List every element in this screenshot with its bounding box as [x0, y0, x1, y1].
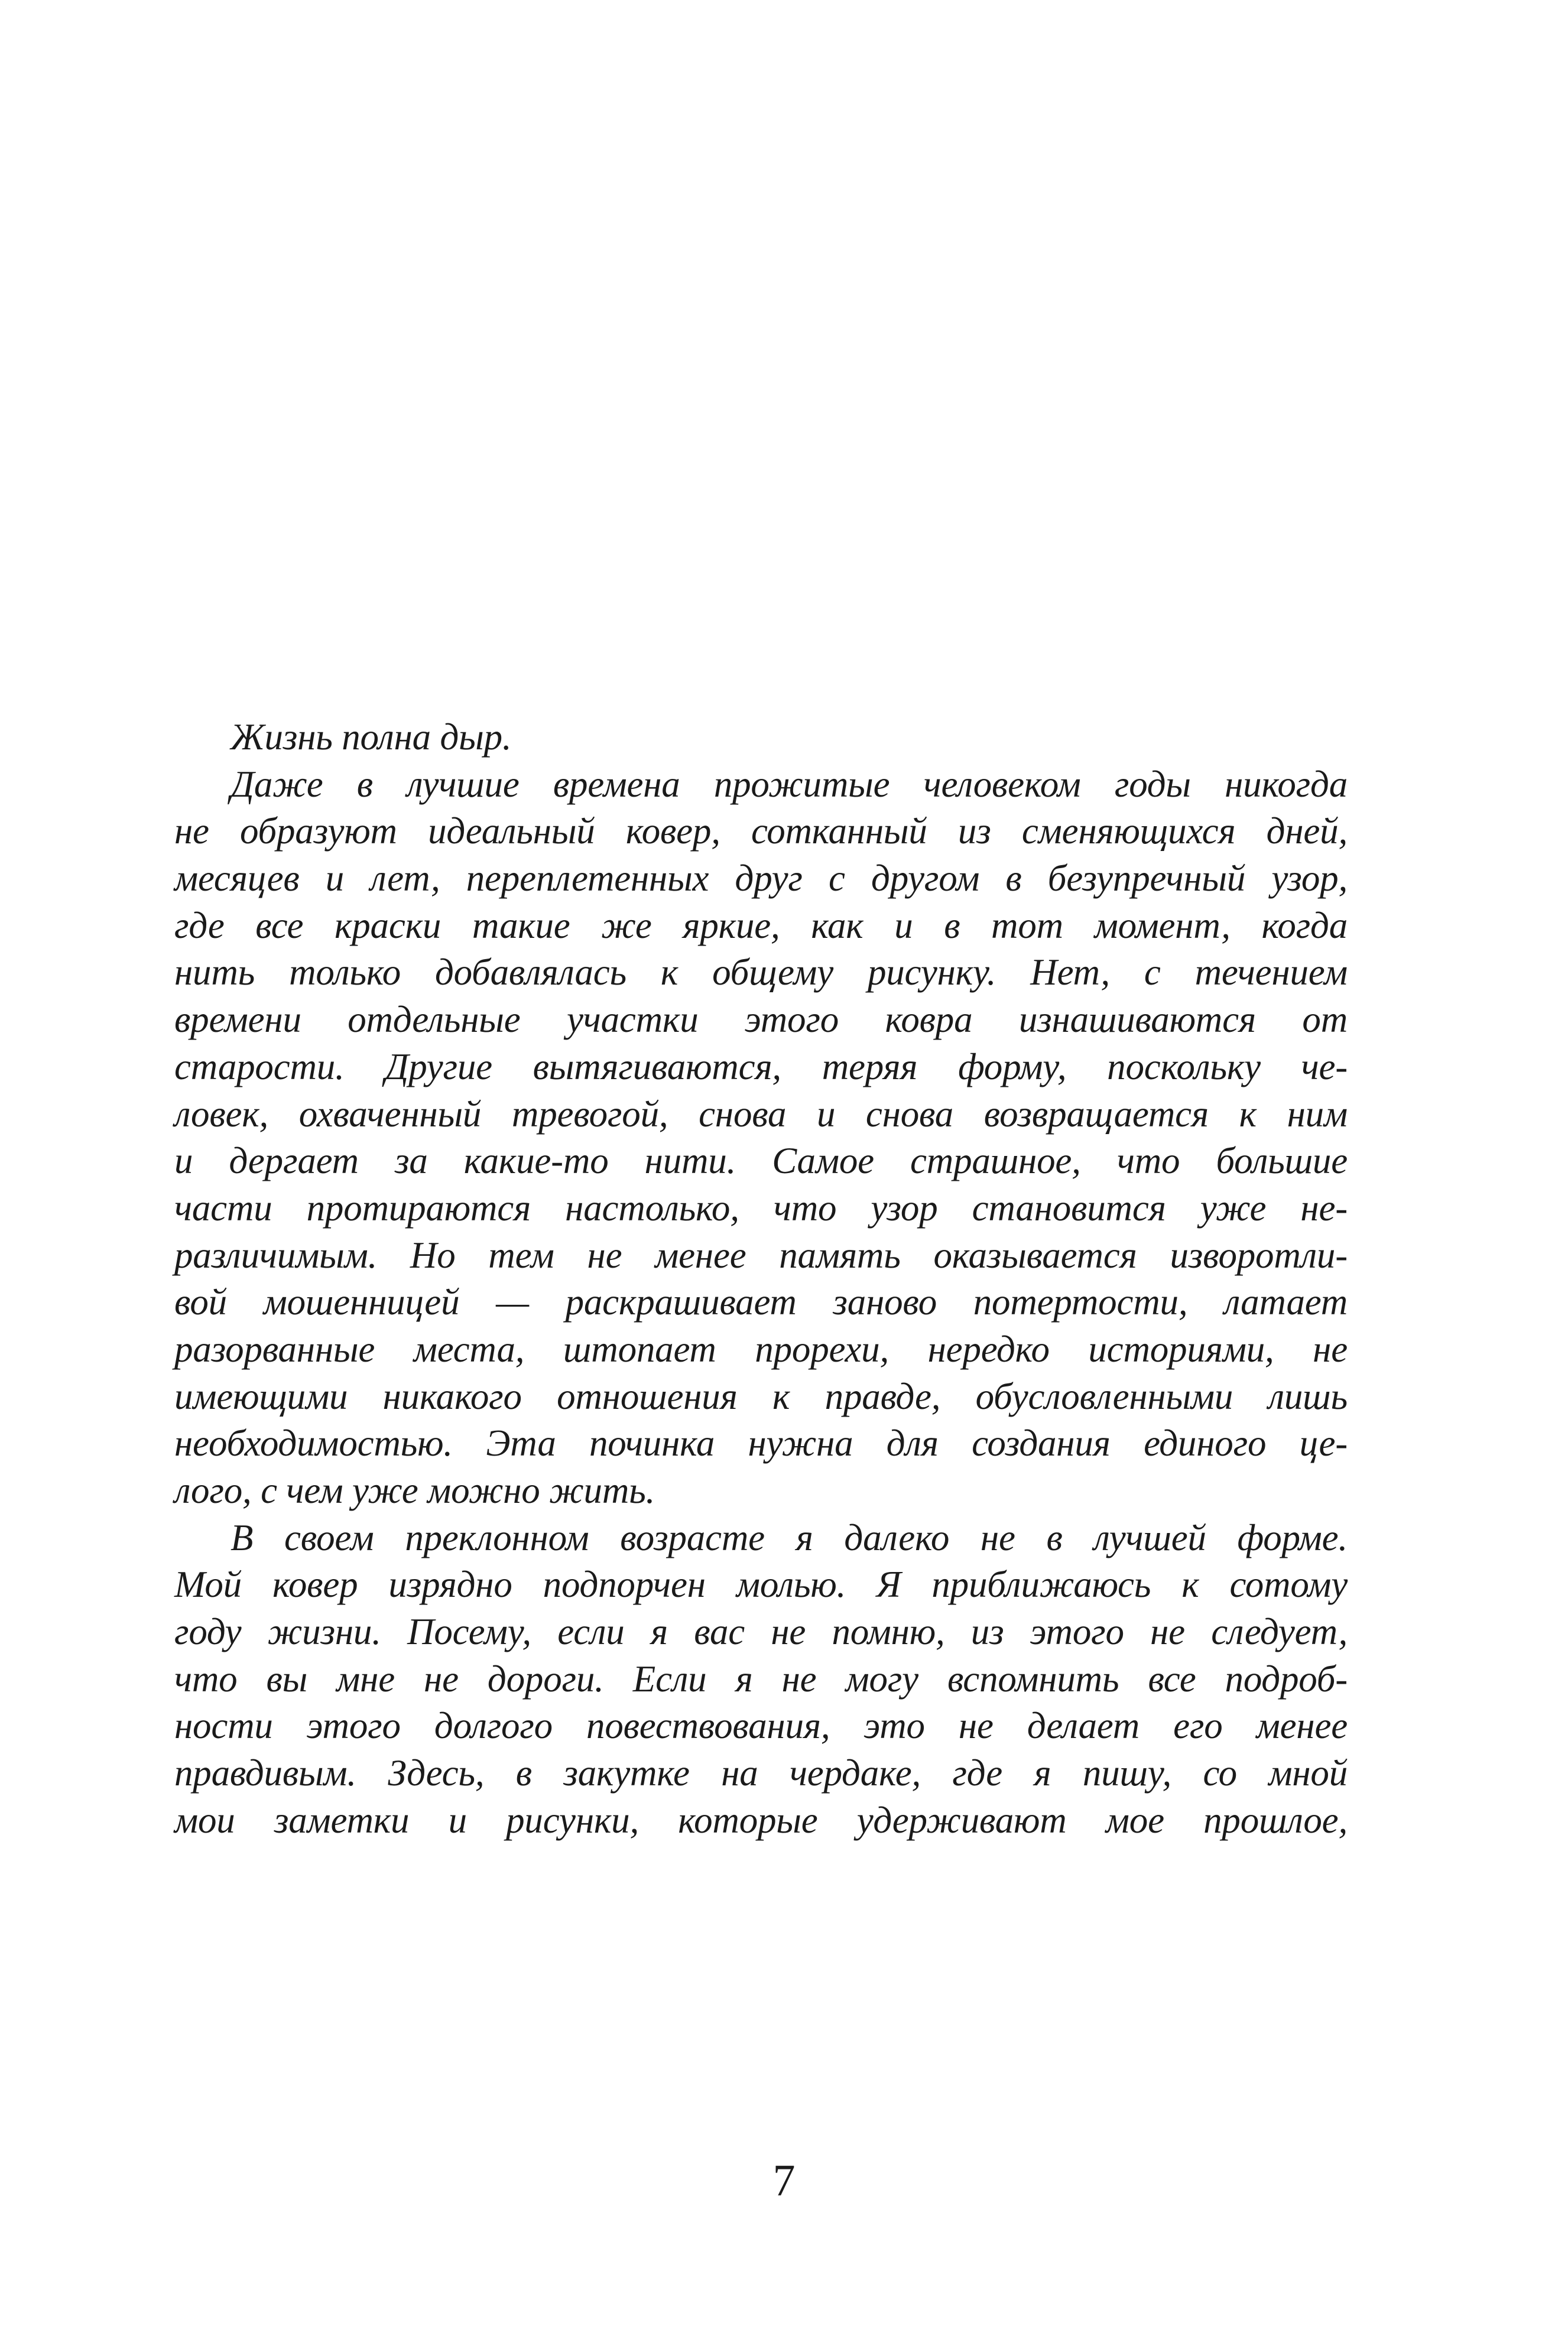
paragraph-2-line-10: части протираются настолько, что узор становится уже не- [174, 1187, 1348, 1229]
body-text [174, 714, 1348, 1844]
paragraph-2-line-14: имеющими никакого отношения к правде, обусловленными лишь [174, 1375, 1348, 1417]
paragraph-2-line-3: месяцев и лет, переплетенных друг с другом в безупречный узор, [174, 858, 1348, 899]
paragraph-2-line-2: не образуют идеальный ковер, сотканный из сменяющихся дней, [174, 810, 1348, 852]
paragraph-3-line-7: мои заметки и рисунки, которые удерживают мое прошлое, [174, 1799, 1348, 1841]
paragraph-2-line-5: нить только добавлялась к общему рисунку. Нет, с течением [174, 951, 1348, 993]
paragraph-3-line-2: Мой ковер изрядно подпорчен молью. Я приближаюсь к сотому [174, 1564, 1348, 1606]
paragraph-3-line-6: правдивым. Здесь, в закутке на чердаке, где я пишу, со мной [174, 1752, 1348, 1794]
paragraph-2-line-4: где все краски такие же яркие, как и в тот момент, когда [174, 904, 1348, 946]
paragraph-2-line-8: ловек, охваченный тревогой, снова и снова возвращается к ним [174, 1093, 1348, 1135]
paragraph-3-line-3: году жизни. Посему, если я вас не помню, из этого не следует, [174, 1611, 1348, 1653]
paragraph-2-line-1: Даже в лучшие времена прожитые человеком годы никогда [231, 763, 1348, 805]
page-number: 7 [772, 2156, 796, 2206]
paragraph-3-line-4: что вы мне не дороги. Если я не могу вспомнить все подроб- [174, 1658, 1348, 1700]
paragraph-2-line-16: лого, с чем уже можно жить. [174, 1470, 655, 1511]
paragraph-3-line-5: ности этого долгого повествования, это не делает его менее [174, 1705, 1348, 1747]
paragraph-2-line-9: и дергает за какие-то нити. Самое страшное, что большие [174, 1140, 1348, 1182]
paragraph-2-line-11: различимым. Но тем не менее память оказывается изворотли- [174, 1234, 1348, 1276]
paragraph-1-line-1: Жизнь полна дыр. [231, 716, 512, 758]
paragraph-2-line-13: разорванные места, штопает прорехи, нередко историями, не [174, 1328, 1348, 1370]
paragraph-3-line-1: В своем преклонном возрасте я далеко не в лучшей форме. [231, 1516, 1348, 1558]
paragraph-2-line-6: времени отдельные участки этого ковра изнашиваются от [174, 999, 1348, 1041]
paragraph-2-line-7: старости. Другие вытягиваются, теряя форму, поскольку че- [174, 1045, 1348, 1087]
paragraph-2-line-12: вой мошенницей — раскрашивает заново потертости, латает [174, 1281, 1348, 1323]
paragraph-2-line-15: необходимостью. Эта починка нужна для создания единого це- [174, 1422, 1348, 1464]
